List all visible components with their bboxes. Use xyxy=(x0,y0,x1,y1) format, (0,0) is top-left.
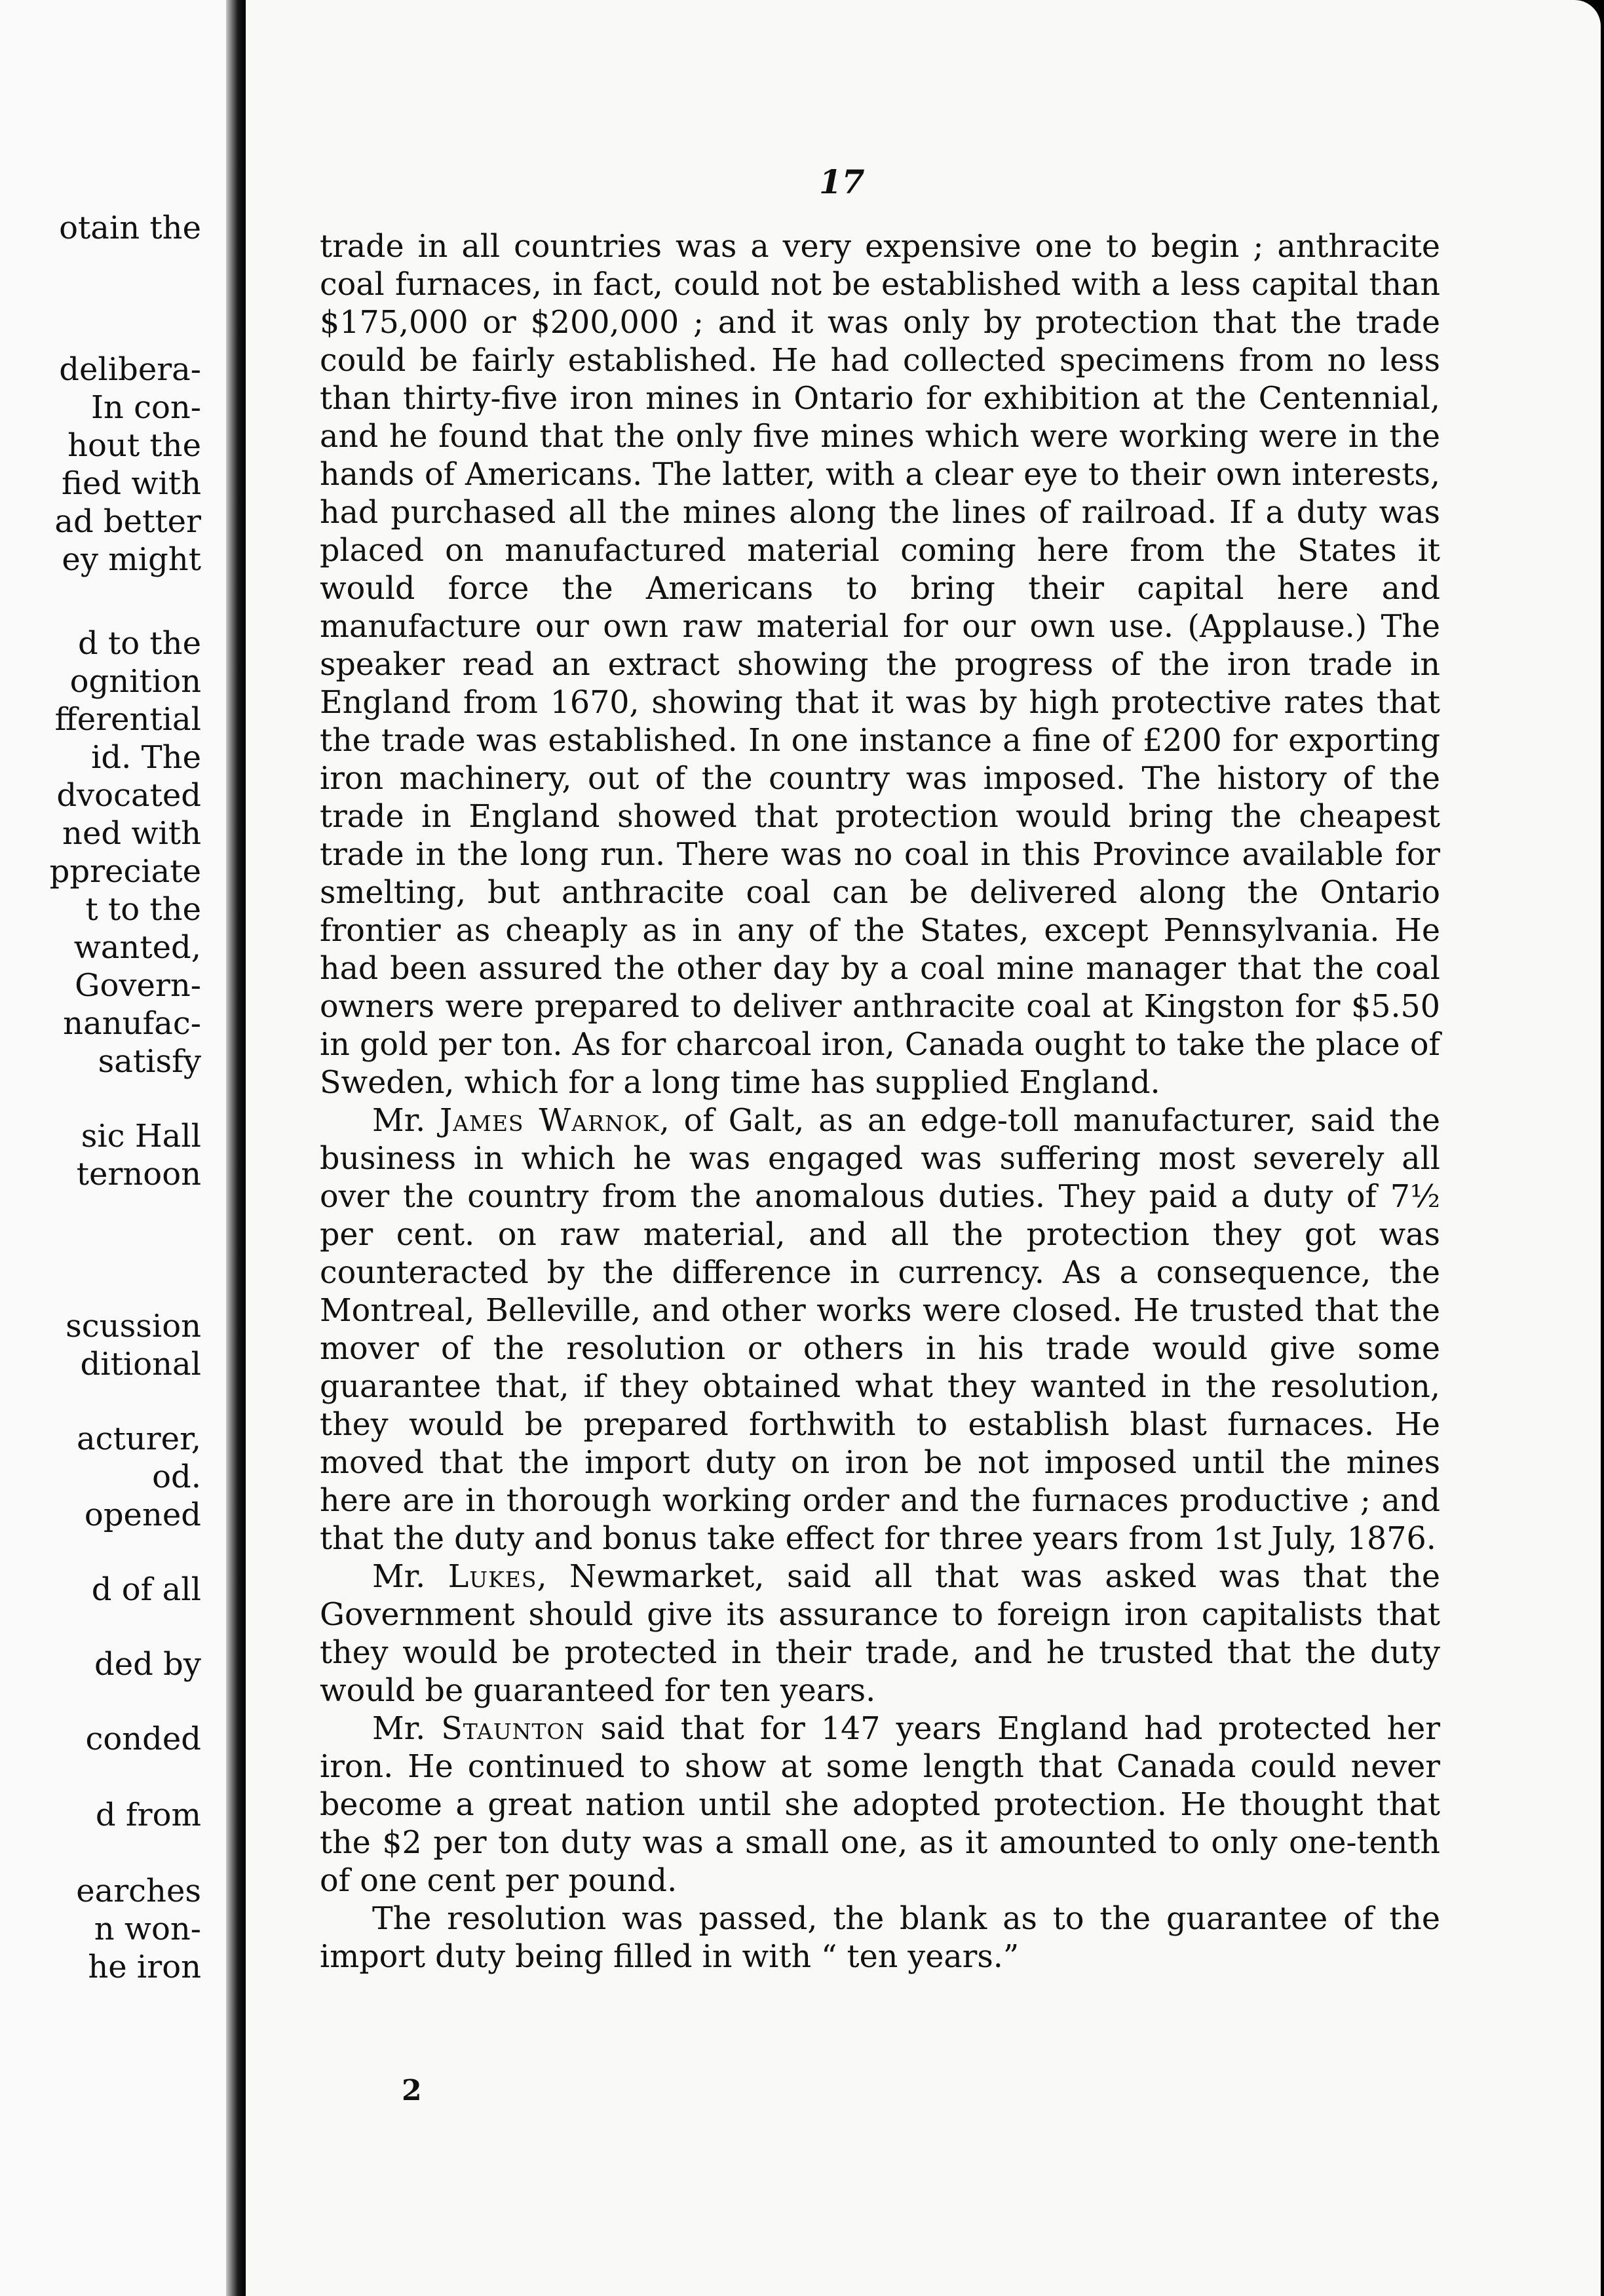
left-page-line: d from xyxy=(95,1797,201,1833)
paragraph-5 xyxy=(320,1900,1440,1976)
left-page-line: In con- xyxy=(90,389,201,426)
paragraph-text: Mr. xyxy=(372,1711,442,1747)
page-body xyxy=(320,228,1440,1976)
left-page-line: ognition xyxy=(69,663,201,700)
page-number: 17 xyxy=(819,163,865,201)
left-page-line: ditional xyxy=(80,1346,201,1383)
left-page-line: conded xyxy=(85,1721,201,1757)
left-page-line: opened xyxy=(84,1497,201,1533)
current-page xyxy=(246,0,1601,2296)
left-page-line: scussion xyxy=(66,1308,201,1345)
signature-mark: 2 xyxy=(402,2074,422,2107)
left-page-line: ned with xyxy=(62,815,201,852)
left-page-line: nanufac- xyxy=(63,1005,201,1042)
left-page-line: od. xyxy=(152,1459,201,1495)
paragraph-text: , of Galt, as an edge-toll manufacturer, said the business in which he was engaged was suffering most severely all over the country from the anomalous duties. They paid a duty of 7½ per cent. on raw material, and all the protection they got was counteracted by the difference in currency. As a consequence, the Montreal, Belleville, and other works were closed. He trusted that the mover of the resolution or others in his trade would give some guarantee that, if they obtained what they wanted in the resolution, they would be prepared forthwith to establish blast furnaces. He moved that the import duty on iron be not imposed until the mines here are in thorough working order and the furnaces productive ; and that the duty and bonus take effect for three years from 1st July, 1876. xyxy=(320,1103,1440,1557)
left-page-line: otain the xyxy=(59,210,201,246)
left-page-line: dvocated xyxy=(56,777,201,814)
left-page-line: ey might xyxy=(62,541,201,578)
left-page-line: hout the xyxy=(67,427,201,464)
left-page-line: Govern- xyxy=(75,967,201,1004)
paragraph-3 xyxy=(320,1558,1440,1710)
paragraph-text: said that for 147 years England had protected her iron. He continued to show at some length that Canada could never become a great nation until she adopted protection. He thought that the $2 per ton duty was a small one, as it amounted to only one-tenth of one cent per pound. xyxy=(320,1711,1440,1899)
left-page-line: earches xyxy=(76,1873,201,1909)
left-page-line: t to the xyxy=(85,891,201,928)
paragraph-text: The resolution was passed, the blank as to the guarantee of the import duty being filled in with “ ten years.” xyxy=(320,1901,1440,1975)
left-page-line: ded by xyxy=(94,1646,201,1683)
left-page-line: satisfy xyxy=(98,1043,201,1080)
paragraph-4 xyxy=(320,1710,1440,1900)
paragraph-text: Mr. xyxy=(372,1103,440,1139)
left-page-line: ad better xyxy=(54,503,201,540)
paragraph-1 xyxy=(320,228,1440,1102)
left-page-line: ternoon xyxy=(76,1156,201,1193)
left-page-line: ppreciate xyxy=(49,853,201,890)
left-page-line: id. The xyxy=(91,739,201,776)
left-page-line: sic Hall xyxy=(81,1118,201,1155)
speaker-name: Lukes xyxy=(448,1559,537,1595)
left-page-line: he iron xyxy=(88,1949,201,1985)
left-page-line: d to the xyxy=(77,625,201,662)
paragraph-text: Mr. xyxy=(372,1559,448,1595)
book-gutter xyxy=(226,0,246,2296)
left-page-line: acturer, xyxy=(77,1421,201,1457)
paragraph-2 xyxy=(320,1102,1440,1558)
left-page-line: wanted, xyxy=(73,929,201,966)
paragraph-text: trade in all countries was a very expensive one to begin ; anthracite coal furnaces, in fact, could not be established with a less capital than $175,000 or $200,000 ; and it was only by protection that the trade could be fairly established. He had collected specimens from no less than thirty-five iron mines in Ontario for exhibition at the Centennial, and he found that the only five mines which were working were in the hands of Americans. The latter, with a clear eye to their own interests, had purchased all the mines along the lines of railroad. If a duty was placed on manufactured material coming here from the States it would force the Americans to bring their capital here and manufacture our own raw material for our own use. (Applause.) The speaker read an extract showing the progress of the iron trade in England from 1670, showing that it was by high protective rates that the trade was established. In one instance a fine of £200 for exporting iron machinery, out of the country was imposed. The history of the trade in England showed that protection would bring the cheapest trade in the long run. There was no coal in this Province available for smelting, but anthracite coal can be delivered along the Ontario frontier as cheaply as in any of the States, except Pennsylvania. He had been assured the other day by a coal mine manager that the coal owners were prepared to deliver anthracite coal at Kingston for $5.50 in gold per ton. As for charcoal iron, Canada ought to take the place of Sweden, which for a long time has supplied England. xyxy=(320,229,1440,1101)
left-page-line: delibera- xyxy=(59,351,201,388)
paragraph-text: , Newmarket, said all that was asked was that the Government should give its assurance to foreign iron capitalists that they would be protected in their trade, and he trusted that the duty would be guaranteed for ten years. xyxy=(320,1559,1440,1709)
previous-page-fragment xyxy=(0,0,226,2296)
speaker-name: Staunton xyxy=(441,1711,585,1747)
speaker-name: James Warnok xyxy=(440,1103,660,1139)
left-page-line: fied with xyxy=(61,465,201,502)
left-page-line: fferential xyxy=(54,701,201,738)
left-page-line: n won- xyxy=(94,1911,201,1947)
left-page-line: d of all xyxy=(91,1571,201,1608)
